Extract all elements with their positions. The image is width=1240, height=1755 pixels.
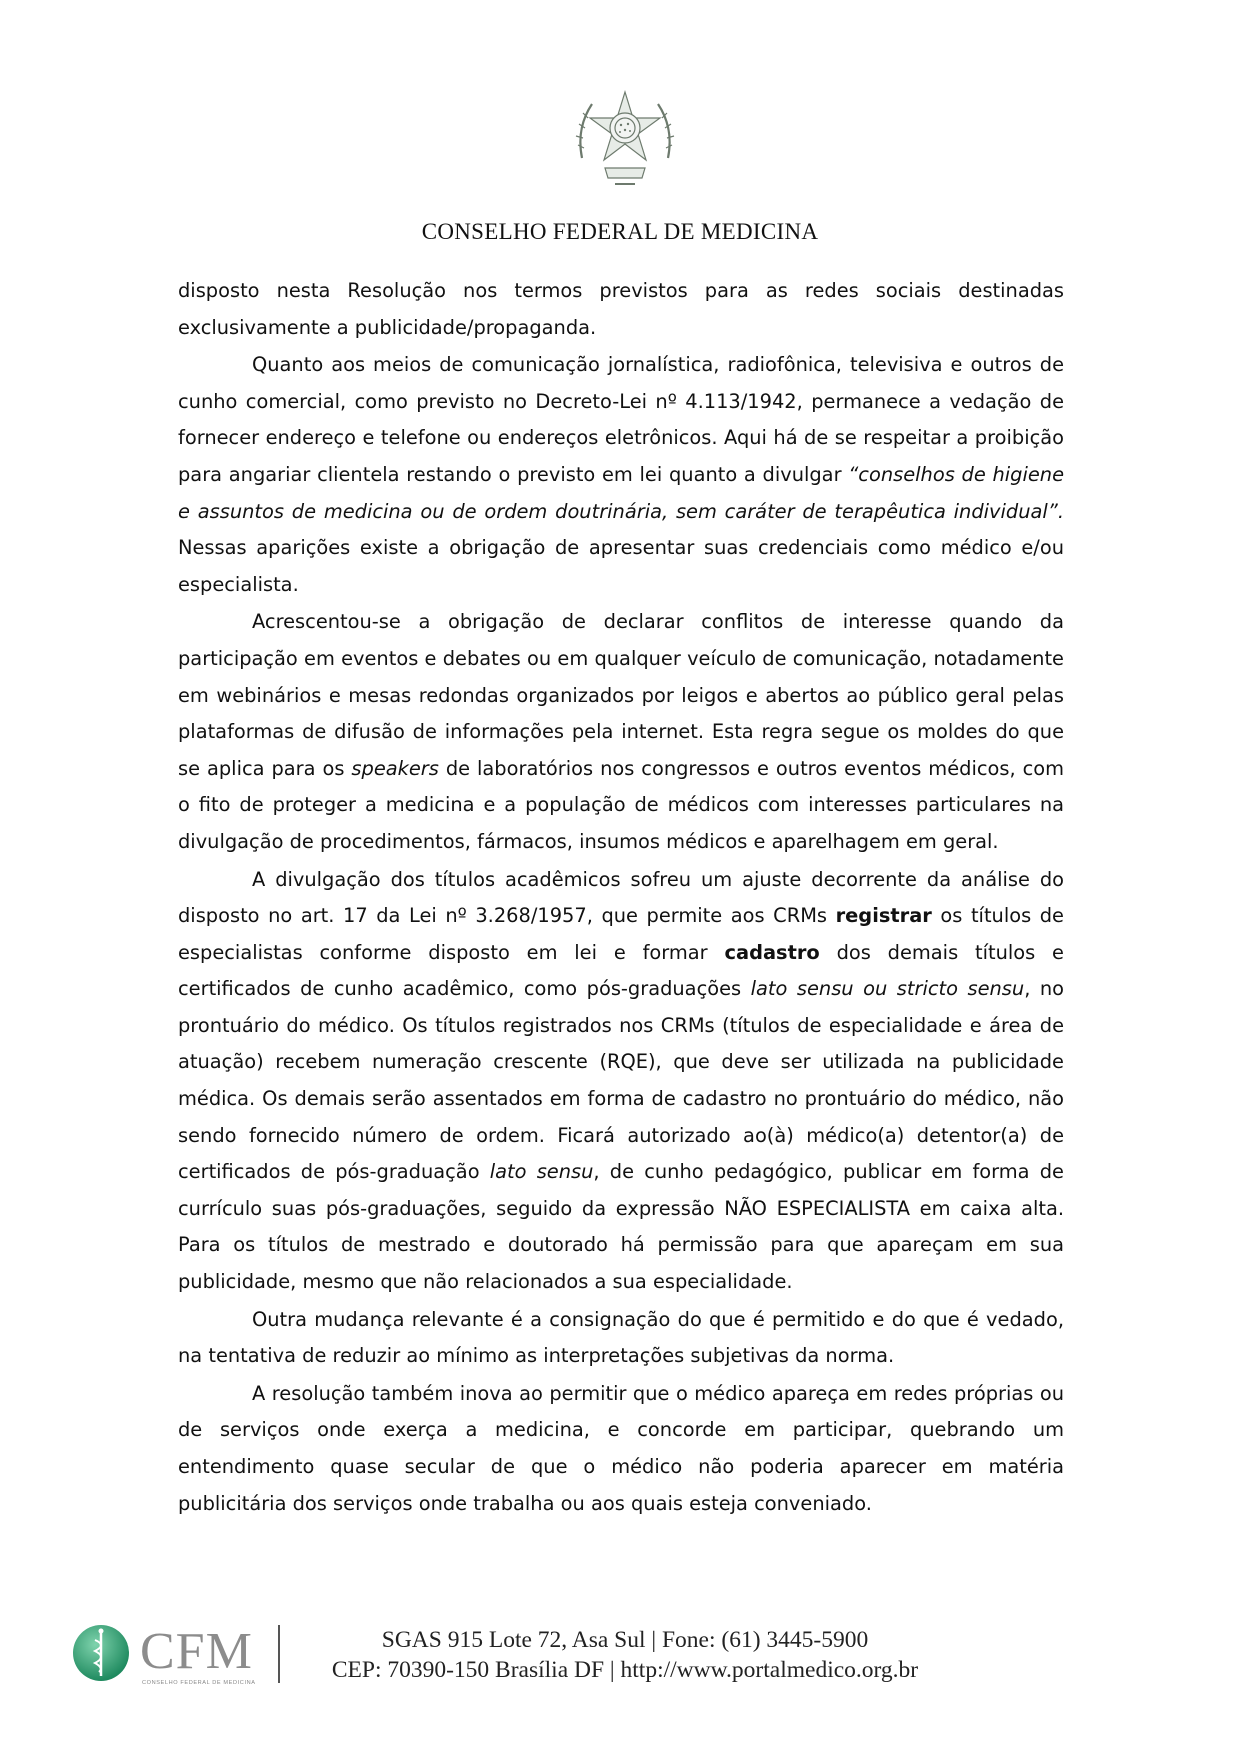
paragraph (178, 273, 1064, 346)
paragraph-text: Outra mudança relevante é a consignação do que é permitido e do que é vedado, na tentativa de reduzir ao mínimo as interpretações subjetivas da norma. (178, 1307, 1064, 1368)
bold-term: cadastro (724, 940, 820, 964)
bold-term: registrar (835, 904, 932, 928)
paragraph (178, 1376, 1064, 1522)
document-body (178, 273, 1064, 1523)
paragraph-text: , de cunho pedagógico, publicar em forma de currículo suas pós-graduações, seguido da expressão NÃO ESPECIALISTA em caixa alta. Para os títulos de mestrado e doutorado há permissão para que apareçam em sua publicidade, mesmo que não relacionados a sua especialidade. (178, 1160, 1064, 1294)
paragraph-text: Acrescentou-se a obrigação de declarar conflitos de interesse quando da participação em eventos e debates ou em qualquer veículo de comunicação, notadamente em webinários e mesas redondas organizados por leigos e abertos ao público geral pelas plataformas de difusão de informações pela internet. Esta regra segue os moldes do que se aplica para os (178, 610, 1064, 780)
organization-title: CONSELHO FEDERAL DE MEDICINA (421, 219, 819, 244)
paragraph-text: os títulos de especialistas conforme disposto em lei e formar (178, 904, 1064, 964)
cfm-logo-text: CFM (140, 1623, 253, 1680)
paragraph (178, 604, 1064, 860)
italic-term: lato sensu ou stricto sensu (750, 977, 1025, 1001)
paragraph-text: dos demais títulos e certificados de cunho acadêmico, como pós-graduações (178, 940, 1064, 1001)
italic-quote: “conselhos de higiene e assuntos de medicina ou de ordem doutrinária, sem caráter de terapêutica individual”. (178, 462, 1065, 523)
paragraph-text: Quanto aos meios de comunicação jornalística, radiofônica, televisiva e outros de cunho comercial, como previsto no Decreto-Lei nº 4.113/1942, permanece a vedação de fornecer endereço e telefone ou endereços eletrônicos. Aqui há de se respeitar a proibição para angariar clientela restando o previsto em lei quanto a divulgar (178, 353, 1064, 486)
paragraph (178, 1302, 1064, 1375)
cfm-logo-subtext: CONSELHO FEDERAL DE MEDICINA (142, 1680, 256, 1686)
paragraph-text: , no prontuário do médico. Os títulos registrados nos CRMs (títulos de especialidade e área de atuação) recebem numeração crescente (RQE), que deve ser utilizada na publicidade médica. Os demais serão assentados em forma de cadastro no prontuário do médico, não sendo fornecido número de ordem. Ficará autorizado ao(à) médico(a) detentor(a) de certificados de pós-graduação (178, 977, 1065, 1184)
footer-contact: CEP: 70390-150 Brasília DF | http://www.portalmedico.org.br (331, 1657, 919, 1683)
paragraph (178, 862, 1064, 1301)
footer-address: SGAS 915 Lote 72, Asa Sul | Fone: (61) 3445-5900 (381, 1627, 869, 1653)
italic-term: speakers (351, 756, 439, 780)
paragraph-text: Nessas aparições existe a obrigação de apresentar suas credenciais como médico e/ou especialista. (178, 536, 1064, 596)
coat-of-arms-seal-icon (570, 88, 680, 190)
paragraph-text: A resolução também inova ao permitir que o médico apareça em redes próprias ou de serviços onde exerça a medicina, e concorde em participar, quebrando um entendimento quase secular de que o médico não poderia aparecer em matéria publicitária dos serviços onde trabalha ou aos quais esteja conveniado. (178, 1381, 1064, 1515)
italic-term: lato sensu (489, 1160, 594, 1184)
footer-divider (278, 1625, 280, 1683)
paragraph-text: disposto nesta Resolução nos termos previstos para as redes sociais destinadas exclusivamente a publicidade/propaganda. (178, 279, 1064, 339)
paragraph (178, 347, 1064, 603)
paragraph-text: de laboratórios nos congressos e outros eventos médicos, com o fito de proteger a medicina e a população de médicos com interesses particulares na divulgação de procedimentos, fármacos, insumos médicos e aparelhagem em geral. (178, 756, 1064, 853)
paragraph-text: A divulgação dos títulos acadêmicos sofreu um ajuste decorrente da análise do disposto no art. 17 da Lei nº 3.268/1957, que permite aos CRMs (178, 867, 1064, 928)
